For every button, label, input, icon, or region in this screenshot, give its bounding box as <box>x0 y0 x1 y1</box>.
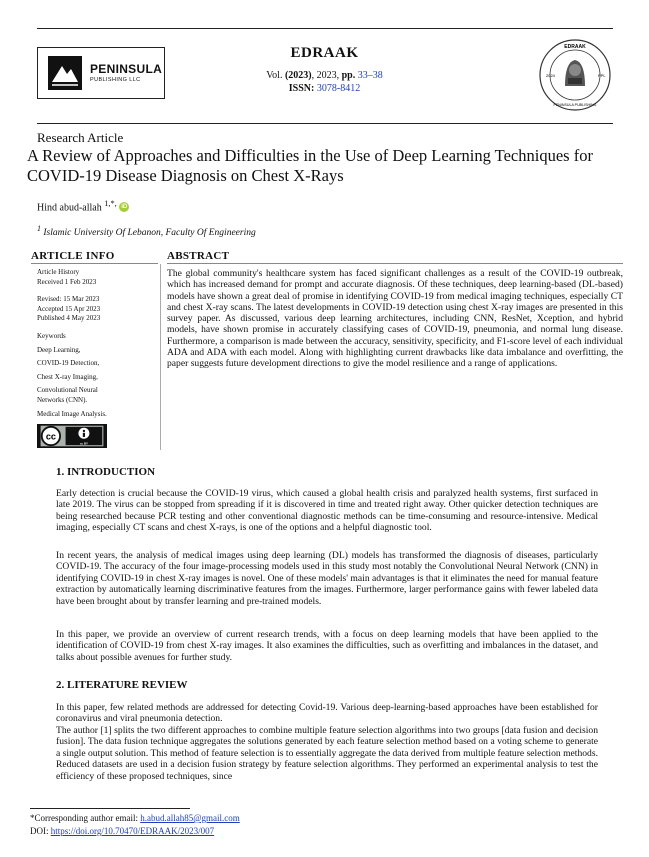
literature-paragraph-2: The author [1] splits the two different approaches to combine multiple feature selection algorithms into two groups [data fusion and decision fusion]. The data fusion technique aggregates the solutions generated by each feature selection method based on a voting scheme to generate a single output solution. This method of feature selection is to essentially aggregate the data derived from multiple feature selection methods. Reduced datasets are used in a decision fusion strategy by feature selection algorithms. They performed an experimental analysis to test the efficiency of these proposed techniques, since <box>56 725 598 782</box>
seal-right-text: PPL <box>598 73 606 78</box>
literature-review-heading: 2. LITERATURE REVIEW <box>56 679 188 691</box>
journal-name: EDRAAK <box>290 45 359 61</box>
comma-separator: , <box>311 70 317 81</box>
cc-by-license-icon[interactable] <box>37 424 107 448</box>
publisher-name: PENINSULA <box>90 62 163 76</box>
license-badge-label: cc BY <box>79 441 88 446</box>
introduction-paragraph-1: Early detection is crucial because the COVID-19 virus, which caused a global health crisis and paralyzed health systems, first surfaced in late 2019. The virus can be stopped from spreading if it is discovered in time and treated right away. Other quicker detection techniques are being researched because PCR testing and other conventional diagnostic methods can be time-consuming and resource-intensive. Medical imaging, especially CT scans and chest X-rays, is one of the options and a helpful diagnostic tool. <box>56 488 598 534</box>
published-date: Published 4 May 2023 <box>37 314 101 323</box>
accepted-date: Accepted 15 Apr 2023 <box>37 304 101 313</box>
affiliation-text: Islamic University Of Lebanon, Faculty Of Engineering <box>43 228 256 239</box>
pages-link[interactable]: 33–38 <box>357 70 383 81</box>
keyword-item: Deep Learning, <box>37 345 81 354</box>
header-bottom-rule <box>37 123 613 124</box>
author-line <box>37 199 129 213</box>
revised-date: Revised: 15 Mar 2023 <box>37 295 100 304</box>
keywords-label: Keywords <box>37 331 66 340</box>
orcid-icon[interactable]: iD <box>121 204 128 211</box>
doi-line <box>30 826 214 836</box>
article-type: Research Article <box>37 130 124 145</box>
seal-left-text: 2024 <box>546 73 555 78</box>
svg-text:cc: cc <box>45 431 57 442</box>
history-label: Article History <box>37 268 80 276</box>
seal-top-text: EDRAAK <box>564 44 586 50</box>
article-info-heading: ARTICLE INFO <box>31 250 115 262</box>
doi-link[interactable]: https://doi.org/10.70470/EDRAAK/2023/007 <box>50 826 215 836</box>
introduction-paragraph-2: In recent years, the analysis of medical images using deep learning (DL) models has transformed the diagnosis of diseases, particularly COVID-19. The accuracy of the four image-processing models used in this study most notably the Convolutional Neural Network (CNN) in identifying COVID-19 in chest X-ray images is novel. One of these models' main advantages is that it eliminates the need for manual feature extraction by automatically learning discriminative features from the images. Furthermore, larger performance gains with fewer labeled data have been brought about by transfer learning and pre-trained models. <box>56 550 598 607</box>
keyword-item: Convolutional Neural <box>37 386 98 395</box>
author-email-link[interactable]: h.abud.allah85@gmail.com <box>140 813 240 823</box>
header-top-rule <box>37 28 613 29</box>
article-info-underline <box>31 263 158 264</box>
volume-prefix: Vol. <box>266 70 283 81</box>
author-name: Hind abud-allah <box>37 202 102 214</box>
volume-year: (2023) <box>284 70 312 81</box>
seal-bottom-text: PENINSULA PUBLISHING <box>553 103 597 107</box>
received-date: Received 1 Feb 2023 <box>37 277 97 286</box>
issn-link[interactable]: 3078-8412 <box>316 83 361 94</box>
journal-seal-icon <box>538 38 612 112</box>
issn-label: ISSN: <box>288 83 315 94</box>
footer-rule <box>30 808 190 809</box>
affiliation-number: 1 <box>37 224 41 233</box>
corresponding-label: *Corresponding author email: <box>30 813 138 823</box>
keyword-item: Networks (CNN). <box>37 395 88 404</box>
publication-year: 2023 <box>316 70 337 81</box>
keyword-item: COVID-19 Detection, <box>37 359 100 368</box>
author-marks: 1,*, <box>104 199 117 208</box>
introduction-heading: 1. INTRODUCTION <box>56 466 156 478</box>
comma-separator: , <box>336 70 342 81</box>
affiliation <box>37 224 256 238</box>
column-divider <box>160 264 161 450</box>
keyword-item: Medical Image Analysis. <box>37 409 107 418</box>
abstract-heading: ABSTRACT <box>167 250 230 262</box>
article-title: A Review of Approaches and Difficulties in the Use of Deep Learning Techniques for COVID-19 Disease Diagnosis on Chest X-Rays <box>27 146 593 185</box>
keyword-item: Chest X-ray Imaging, <box>37 372 98 381</box>
abstract-underline <box>167 263 623 264</box>
literature-paragraph-1: In this paper, few related methods are addressed for detecting Covid-19. Various deep-learning-based approaches have been established for coronavirus and viral pneumonia detection. <box>56 702 598 725</box>
doi-label: DOI: <box>30 826 49 836</box>
publisher-subtitle: PUBLISHING LLC <box>90 77 141 83</box>
abstract-text: The global community's healthcare system has faced significant challenges as a result of the COVID-19 outbreak, which has increased demand for prompt and accurate diagnosis. Of these techniques, deep learning-based (DL-based) models have shown a great deal of promise in identifying COVID-19 from medical imaging techniques, especially CT and chest X-ray scans. The latest developments in COVID-19 detection using chest X-ray images are presented in this survey paper. As discussed, various deep learning architectures, including CNN, ResNet, Xception, and hybrid models, have shown promise in accurately classifying cases of COVID-19, pneumonia, and normal lung disease. Furthermore, a comparison is made between the accuracy, sensitivity, specificity, and F1-score level of each individual ADA and ADA with each model. Along with highlighting current drawbacks like data imbalance and overfitting, the paper suggests future development directions to give the model resilience and a range of applications. <box>167 268 623 370</box>
article-info-list <box>37 268 155 419</box>
corresponding-author-line <box>30 813 240 823</box>
introduction-paragraph-3: In this paper, we provide an overview of current research trends, with a focus on deep learning models that have been applied to the identification of COVID-19 from chest X-ray images. It also examines the difficulties, such as overfitting and imbalances in the dataset, and talks about possible avenues for further study. <box>56 629 598 663</box>
pages-label: pp. <box>341 70 356 81</box>
